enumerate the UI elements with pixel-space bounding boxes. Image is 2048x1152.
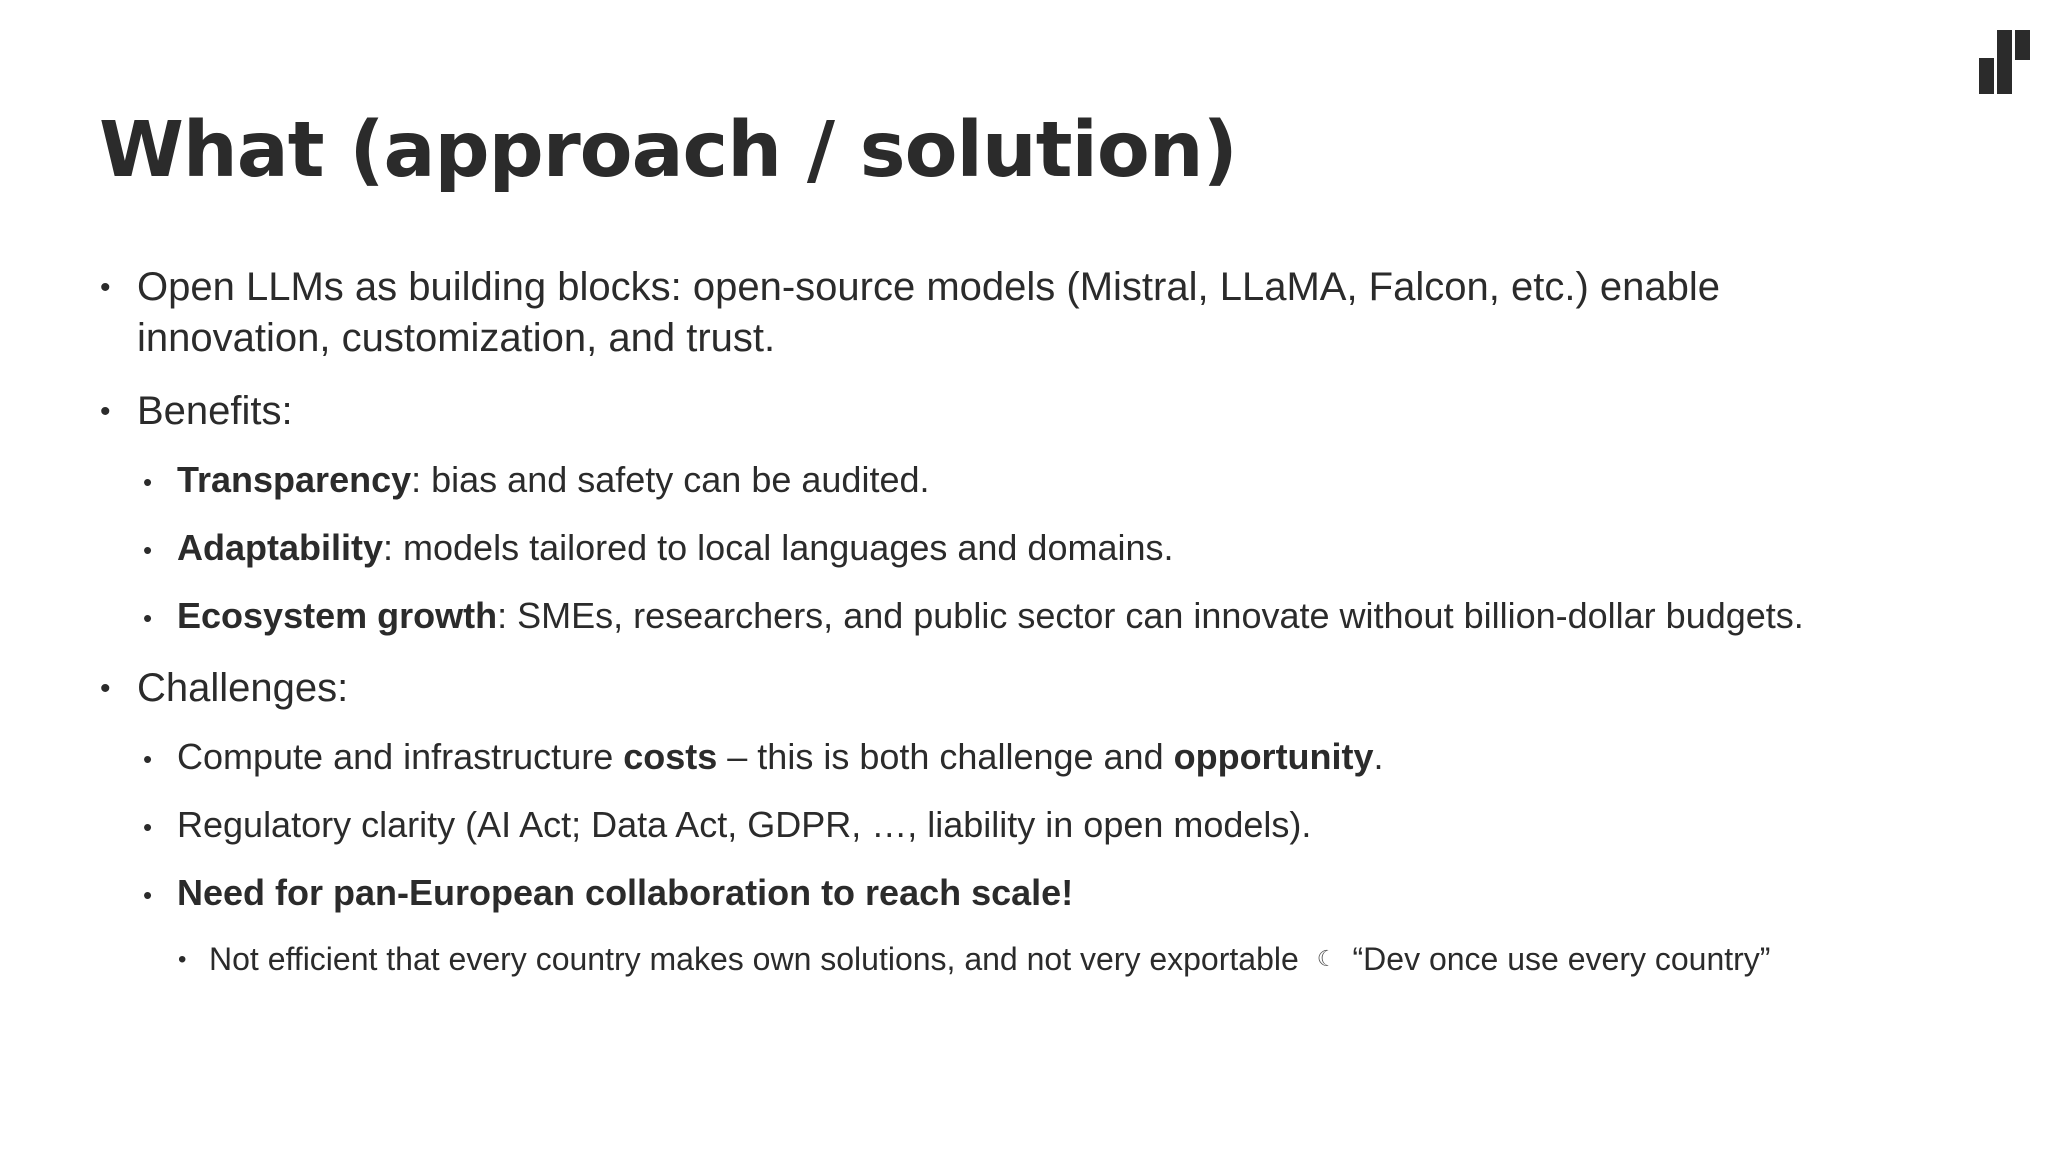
arrow-icon: ☾ [1316,946,1337,971]
list-item [100,662,349,714]
bullet-icon: • [143,535,153,565]
list-item [100,261,1720,313]
bold-label: Adaptability [177,527,384,568]
list-item-continuation [137,312,775,364]
bullet-text: Benefits: [137,389,293,433]
list-item [143,734,1384,780]
list-item [143,802,1312,848]
bold-label: opportunity [1173,736,1374,777]
bullet-icon: • [143,744,153,774]
bullet-text: innovation, customization, and trust. [137,316,776,360]
list-item [143,525,1174,571]
bullet-text: : SMEs, researchers, and public sector can innovate without billion-dollar budgets. [497,595,1804,636]
bullet-text: Compute and infrastructure [177,736,624,777]
list-item [178,939,1771,979]
bullet-icon: • [143,467,153,497]
bullet-icon: • [143,603,153,633]
bullet-icon: • [178,946,187,973]
bold-label: costs [623,736,718,777]
list-item [143,457,930,503]
bullet-text: : models tailored to local languages and domains. [383,527,1174,568]
bullet-text: . [1373,736,1384,777]
list-item [143,870,1074,916]
bullet-icon: • [143,880,153,910]
bullet-text: – this is both challenge and [717,736,1174,777]
quote-text: “Dev once use every country” [1352,941,1771,977]
slide-title: What (approach / solution) [99,106,1237,195]
bullet-text: Not efficient that every country makes own solutions, and not very exportable [209,941,1299,977]
bullet-icon: • [100,271,111,304]
bullet-text: Regulatory clarity (AI Act; Data Act, GDPR, …, liability in open models). [177,804,1312,845]
bold-label: Transparency [177,459,412,500]
list-item [100,385,293,437]
bold-label: Ecosystem growth [177,595,498,636]
bullet-icon: • [100,672,111,705]
bullet-icon: • [143,812,153,842]
bullet-icon: • [100,395,111,428]
bold-text: Need for pan-European collaboration to reach scale! [177,872,1074,913]
list-item [143,593,1804,639]
bullet-text: : bias and safety can be audited. [411,459,930,500]
bullet-text: Challenges: [137,666,349,710]
bullet-text: Open LLMs as building blocks: open-source models (Mistral, LLaMA, Falcon, etc.) enable [137,265,1720,309]
